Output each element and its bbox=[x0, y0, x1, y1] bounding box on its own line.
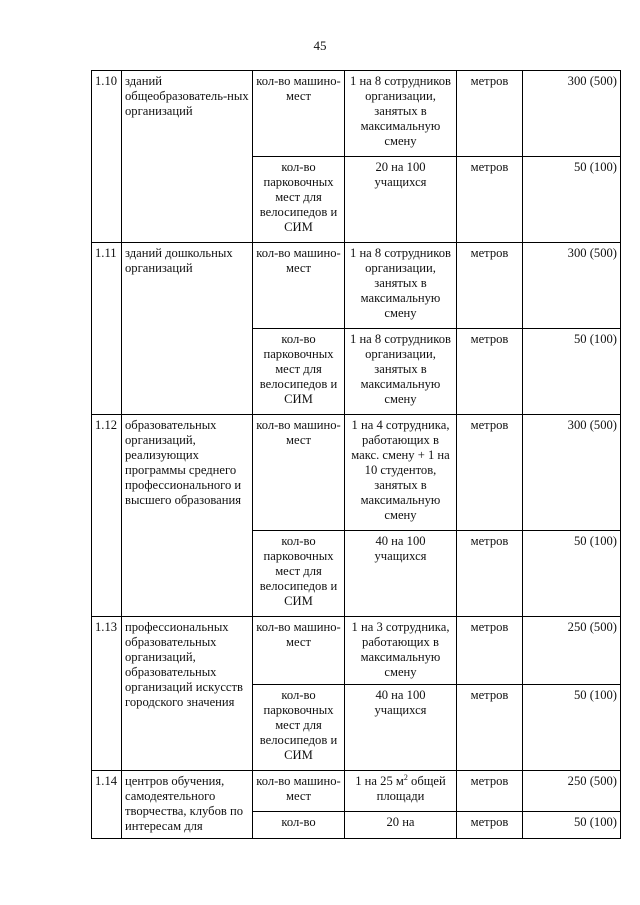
indicator-cell: кол-во парковочных мест для велосипедов и СИМ bbox=[253, 329, 345, 415]
table-row bbox=[92, 243, 621, 329]
distance-cell: 300 (500) bbox=[523, 415, 621, 531]
norm-cell: 20 на bbox=[345, 812, 457, 839]
indicator-cell: кол-во парковочных мест для велосипедов и СИМ bbox=[253, 157, 345, 243]
indicator-cell: кол-во парковочных мест для велосипедов и СИМ bbox=[253, 531, 345, 617]
object-name: зданий дошкольных организаций bbox=[122, 243, 253, 415]
norm-cell: 1 на 8 сотрудников организации, занятых в максимальную смену bbox=[345, 71, 457, 157]
distance-cell: 250 (500) bbox=[523, 771, 621, 812]
indicator-cell: кол-во парковочных мест для велосипедов и СИМ bbox=[253, 685, 345, 771]
object-name: профессиональных образовательных организаций, образовательных организаций искусств городского значения bbox=[122, 617, 253, 771]
unit-cell: метров bbox=[457, 329, 523, 415]
distance-cell: 50 (100) bbox=[523, 531, 621, 617]
indicator-cell: кол-во bbox=[253, 812, 345, 839]
page-number: 45 bbox=[313, 38, 327, 53]
object-name: центров обучения, самодеятельного творчества, клубов по интересам для bbox=[122, 771, 253, 839]
row-number: 1.14 bbox=[92, 771, 122, 839]
norm-cell: 40 на 100 учащихся bbox=[345, 685, 457, 771]
distance-cell: 50 (100) bbox=[523, 329, 621, 415]
table-row bbox=[92, 71, 621, 157]
indicator-cell: кол-во машино-мест bbox=[253, 415, 345, 531]
distance-cell: 50 (100) bbox=[523, 812, 621, 839]
indicator-cell: кол-во машино-мест bbox=[253, 771, 345, 812]
norm-cell: 1 на 4 сотрудника, работающих в макс. смену + 1 на 10 студентов, занятых в максимальную смену bbox=[345, 415, 457, 531]
distance-cell: 50 (100) bbox=[523, 157, 621, 243]
row-number: 1.11 bbox=[92, 243, 122, 415]
row-number: 1.10 bbox=[92, 71, 122, 243]
distance-cell: 300 (500) bbox=[523, 243, 621, 329]
indicator-cell: кол-во машино-мест bbox=[253, 617, 345, 685]
parking-norms-table bbox=[91, 70, 621, 839]
norm-cell bbox=[345, 771, 457, 812]
norm-cell: 20 на 100 учащихся bbox=[345, 157, 457, 243]
object-name: зданий общеобразователь-ных организаций bbox=[122, 71, 253, 243]
distance-cell: 250 (500) bbox=[523, 617, 621, 685]
norm-cell: 1 на 8 сотрудников организации, занятых в максимальную смену bbox=[345, 329, 457, 415]
row-number: 1.12 bbox=[92, 415, 122, 617]
norm-cell: 1 на 8 сотрудников организации, занятых в максимальную смену bbox=[345, 243, 457, 329]
table-row bbox=[92, 617, 621, 685]
unit-cell: метров bbox=[457, 531, 523, 617]
table-row bbox=[92, 771, 621, 812]
norm-text-pre: 1 на 25 м bbox=[355, 774, 404, 788]
unit-cell: метров bbox=[457, 71, 523, 157]
norm-cell: 40 на 100 учащихся bbox=[345, 531, 457, 617]
norm-superscript: 2 bbox=[403, 772, 408, 782]
distance-cell: 50 (100) bbox=[523, 685, 621, 771]
unit-cell: метров bbox=[457, 617, 523, 685]
unit-cell: метров bbox=[457, 157, 523, 243]
distance-cell: 300 (500) bbox=[523, 71, 621, 157]
norm-cell: 1 на 3 сотрудника, работающих в максимальную смену bbox=[345, 617, 457, 685]
unit-cell: метров bbox=[457, 771, 523, 812]
unit-cell: метров bbox=[457, 685, 523, 771]
row-number: 1.13 bbox=[92, 617, 122, 771]
norm-text-post: общей площади bbox=[376, 774, 446, 803]
indicator-cell: кол-во машино-мест bbox=[253, 71, 345, 157]
unit-cell: метров bbox=[457, 243, 523, 329]
unit-cell: метров bbox=[457, 812, 523, 839]
table-row bbox=[92, 415, 621, 531]
unit-cell: метров bbox=[457, 415, 523, 531]
indicator-cell: кол-во машино-мест bbox=[253, 243, 345, 329]
object-name: образовательных организаций, реализующих программы среднего профессионального и высшего образования bbox=[122, 415, 253, 617]
